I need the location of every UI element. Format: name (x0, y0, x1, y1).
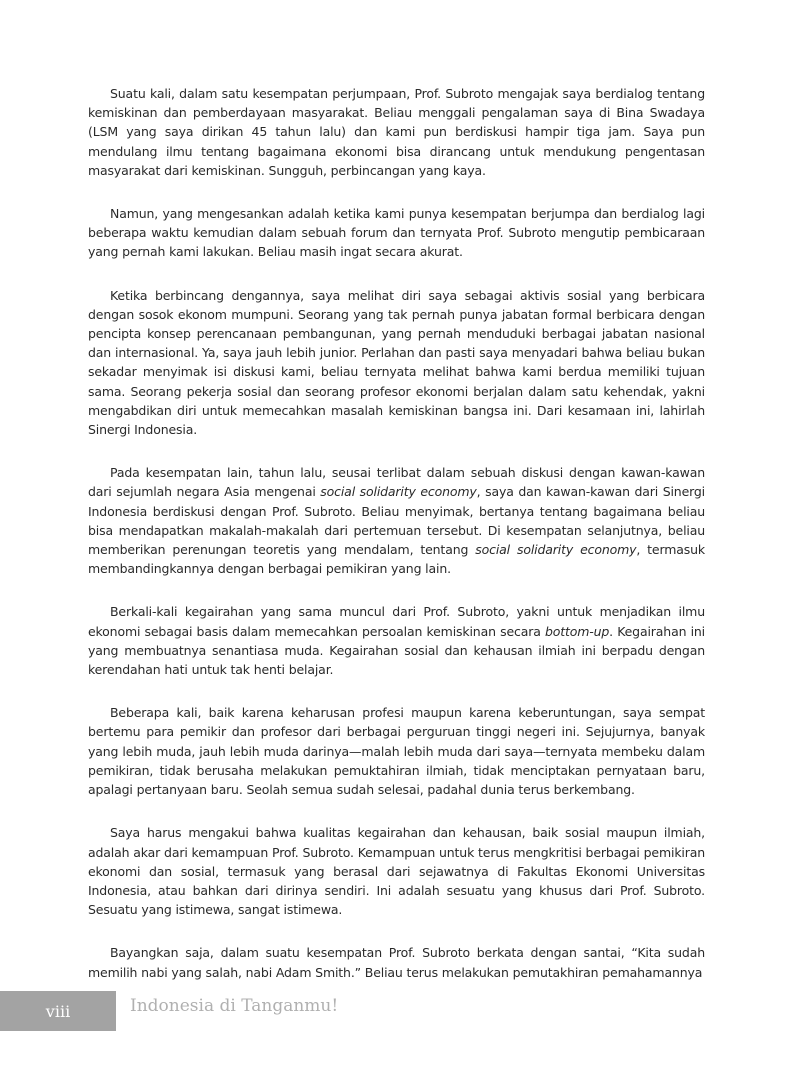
paragraph-text: , termasuk membandingkannya dengan berbagai pemikiran yang lain. (88, 542, 706, 577)
paragraph-text: Saya harus mengakui bahwa kualitas kegairahan dan kehausan, baik sosial maupun ilmiah, adalah akar dari kemampuan Prof. Subroto. Kemampuan untuk terus mengkritisi berbagai pemikiran ekonomi dan sosial, termasuk yang berasal dari sejawatnya di Fakultas Ekonomi Universitas Indonesia, atau bahkan dari dirinya sendiri. Ini adalah sesuatu yang khusus dari Prof. Subroto. Sesuatu yang istimewa, sangat istimewa. (88, 825, 705, 918)
italic-term: bottom-up (544, 623, 610, 639)
paragraph-text: Berkali-kali kegairahan yang sama muncul dari Prof. Subroto, yakni untuk menjadikan ilmu ekonomi sebagai basis dalam memecahkan persoalan kemiskinan secara (88, 604, 705, 639)
page-footer (0, 991, 794, 1031)
paragraph-7 (88, 823, 705, 919)
page-body (88, 84, 705, 1006)
paragraph-text: Pada kesempatan lain, tahun lalu, seusai terlibat dalam sebuah diskusi dengan kawan-kawan dari sejumlah negara Asia mengenai (88, 465, 705, 500)
paragraph-text: . Kegairahan ini yang membuatnya senantiasa muda. Kegairahan sosial dan kehausan ilmiah ini berpadu dengan kerendahan hati untuk tak henti belajar. (88, 623, 705, 678)
running-title: Indonesia di Tanganmu! (130, 996, 339, 1016)
paragraph-4 (88, 463, 705, 578)
italic-term: social solidarity economy (475, 542, 637, 558)
page-number: viii (45, 1001, 71, 1021)
paragraph-text: Suatu kali, dalam satu kesempatan perjumpaan, Prof. Subroto mengajak saya berdialog tentang kemiskinan dan pemberdayaan masyarakat. Beliau menggali pengalaman saya di Bina Swadaya (LSM yang saya dirikan 45 tahun lalu) dan kami pun berdiskusi hampir tiga jam. Saya pun mendulang ilmu tentang bagaimana ekonomi bisa dirancang untuk mendukung pengentasan masyarakat dari kemiskinan. Sungguh, perbincangan yang kaya. (88, 86, 705, 178)
paragraph-6 (88, 703, 705, 799)
paragraph-3 (88, 286, 705, 440)
paragraph-text: , saya dan kawan-kawan dari Sinergi Indonesia berdiskusi dengan Prof. Subroto. Beliau menyimak, bertanya tentang bagaimana beliau bisa mendapatkan makalah-makalah dari pertemuan tersebut. Di kesempatan selanjutnya, beliau memberikan perenungan teoretis yang mendalam, tentang (88, 484, 705, 558)
paragraph-8 (88, 943, 705, 981)
paragraph-2 (88, 204, 705, 262)
paragraph-text: Namun, yang mengesankan adalah ketika kami punya kesempatan berjumpa dan berdialog lagi beberapa waktu kemudian dalam sebuah forum dan ternyata Prof. Subroto mengutip pembicaraan yang pernah kami lakukan. Beliau masih ingat secara akurat. (88, 206, 705, 260)
paragraph-text: Bayangkan saja, dalam suatu kesempatan Prof. Subroto berkata dengan santai, “Kita sudah memilih nabi yang salah, nabi Adam Smith.” Beliau terus melakukan pemutakhiran pemahamannya (88, 945, 705, 980)
paragraph-1 (88, 84, 705, 180)
paragraph-5 (88, 602, 705, 679)
italic-term: social solidarity economy (320, 484, 477, 500)
paragraph-text: Beberapa kali, baik karena keharusan profesi maupun karena keberuntungan, saya sempat bertemu para pemikir dan profesor dari berbagai perguruan tinggi negeri ini. Sejujurnya, banyak yang lebih muda, jauh lebih muda darinya—malah lebih muda dari saya—ternyata membeku dalam pemikiran, tidak berusaha melakukan pemuktahiran ilmiah, tidak menciptakan pernyataan baru, apalagi pertanyaan baru. Seolah semua sudah selesai, padahal dunia terus berkembang. (88, 705, 705, 798)
paragraph-text: Ketika berbincang dengannya, saya melihat diri saya sebagai aktivis sosial yang berbicara dengan sosok ekonom mumpuni. Seorang yang tak pernah punya jabatan formal berbicara dengan pencipta konsep perencanaan pembangunan, yang pernah menduduki berbagai jabatan nasional dan internasional. Ya, saya jauh lebih junior. Perlahan dan pasti saya menyadari bahwa beliau bukan sekadar menyimak isi diskusi kami, beliau ternyata melihat bahwa kami berdua memiliki tujuan sama. Seorang pekerja sosial dan seorang profesor ekonomi berjalan dalam satu kehendak, yakni mengabdikan diri untuk memecahkan masalah kemiskinan bangsa ini. Dari kesamaan ini, lahirlah Sinergi Indonesia. (88, 287, 705, 438)
